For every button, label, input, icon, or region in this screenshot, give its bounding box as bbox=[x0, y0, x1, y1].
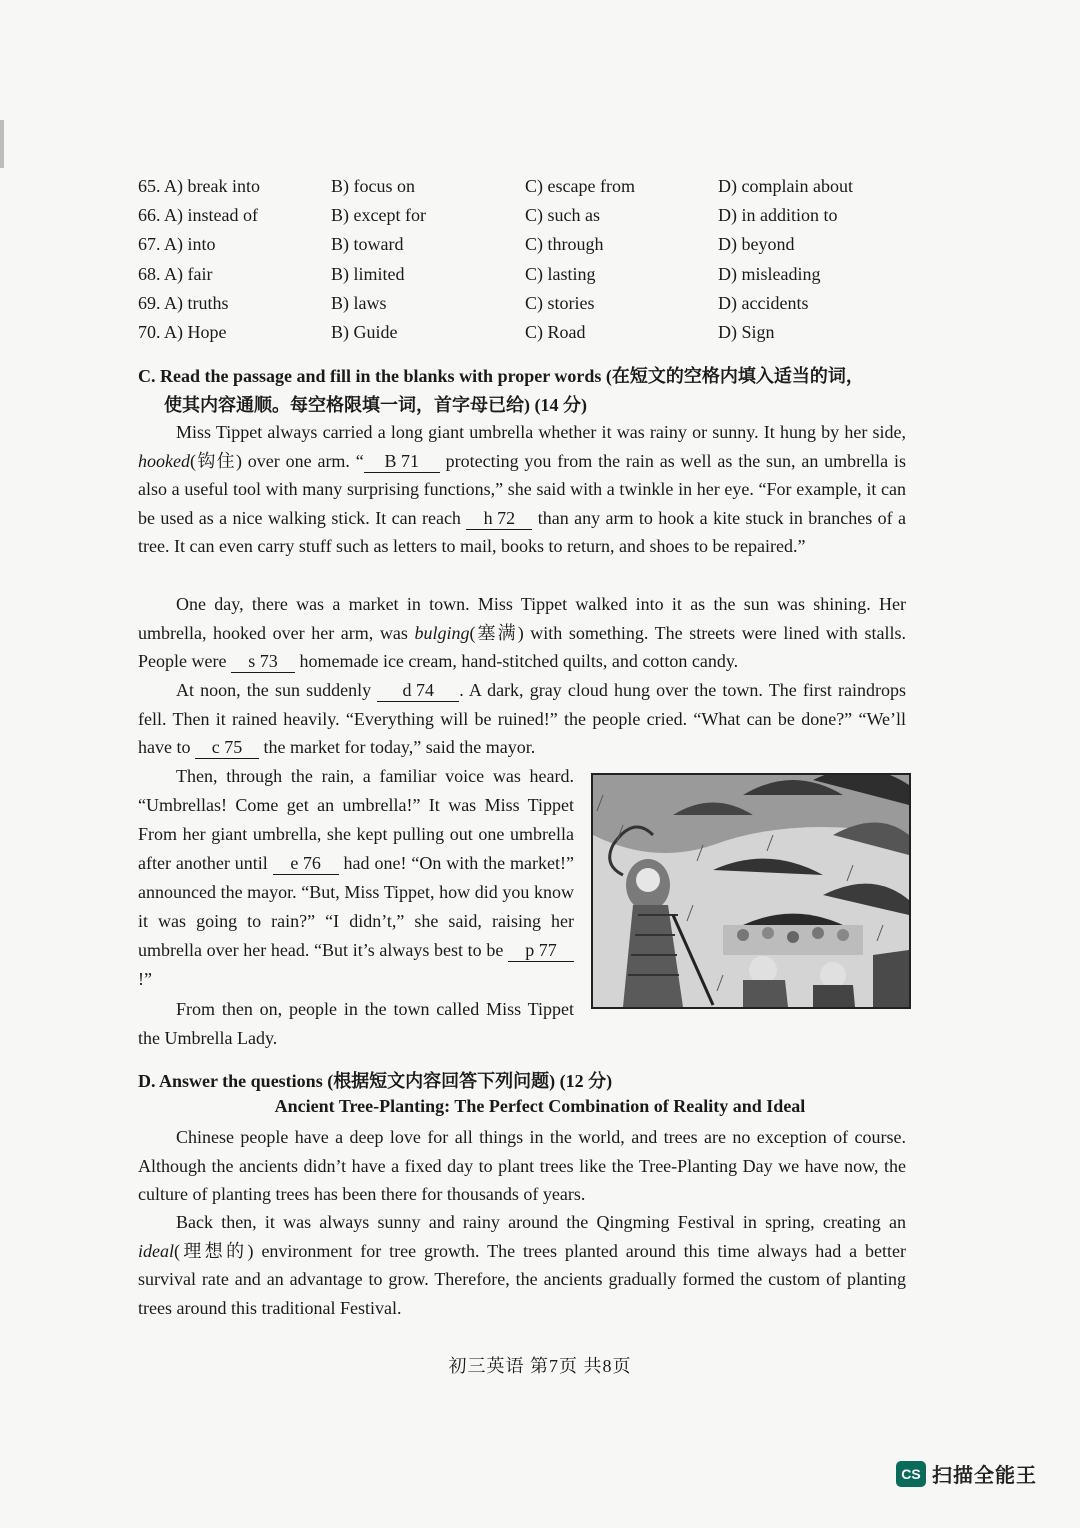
option-a: 66. A) instead of bbox=[138, 205, 258, 226]
section-c-title: C. Read the passage and fill in the blanks with proper words (在短文的空格内填入适当的词， bbox=[138, 366, 864, 386]
option-row-66 bbox=[138, 201, 938, 230]
blank-76[interactable]: e 76 bbox=[273, 852, 339, 875]
option-row-68 bbox=[138, 260, 938, 289]
option-c: C) Road bbox=[525, 322, 586, 343]
option-row-65 bbox=[138, 172, 938, 201]
blank-72[interactable]: h 72 bbox=[466, 507, 532, 530]
option-c: C) stories bbox=[525, 292, 595, 313]
camscanner-logo-icon: CS bbox=[896, 1461, 926, 1487]
option-a: 70. A) Hope bbox=[138, 322, 227, 343]
passage-c-paragraph-2: One day, there was a market in town. Miss Tippet walked into it as the sun was shining. Her umbrella, hooked over her arm, was bulging(塞满) with something. The streets were lined with stalls. People were s 73 homemade ice cream, hand-stitched quilts, and cotton candy. bbox=[138, 594, 906, 672]
passage-c-paragraph-3: At noon, the sun suddenly d 74 . A dark, gray cloud hung over the town. The first raindrops fell. Then it rained heavily. “Everything will be ruined!” the people cried. “What can be done?” “We’ll have to c 75 the market for today,” said the mayor. bbox=[138, 680, 906, 758]
passage-c-paragraph-4: Then, through the rain, a familiar voice was heard. “Umbrellas! Come get an umbrella!” It was Miss Tippet From her giant umbrella, she kept pulling out one umbrella after another until e 76 had one! “On with the market!” announced the mayor. “But, Miss Tippet, how did you know it was going to rain?” “I didn’t,” she said, raising her umbrella over her head. “But it’s always best to be p 77!” bbox=[138, 766, 574, 989]
option-c: C) such as bbox=[525, 205, 600, 226]
blank-75[interactable]: c 75 bbox=[195, 736, 259, 759]
passage-d-paragraph-1: Chinese people have a deep love for all things in the world, and trees are no exception of course. Although the ancients didn’t have a fixed day to plant trees like the Tree-Planting Day we have now, the culture of planting trees has been there for thousands of years. bbox=[138, 1127, 906, 1205]
option-d: D) beyond bbox=[718, 234, 795, 255]
option-d: D) complain about bbox=[718, 176, 853, 197]
option-c: C) through bbox=[525, 234, 604, 255]
scan-edge-mark bbox=[0, 120, 4, 168]
blank-71[interactable]: B 71 bbox=[364, 450, 440, 473]
option-a: 65. A) break into bbox=[138, 176, 260, 197]
option-a: 67. A) into bbox=[138, 234, 216, 255]
option-b: B) limited bbox=[331, 263, 405, 284]
passage-d-paragraph-2: Back then, it was always sunny and rainy around the Qingming Festival in spring, creating an ideal(理想的) environment for tree growth. The trees planted around this time always had a better survival rate and an advantage to grow. Therefore, the ancients gradually formed the custom of planting trees around this traditional Festival. bbox=[138, 1212, 906, 1318]
option-b: B) toward bbox=[331, 234, 404, 255]
option-d: D) accidents bbox=[718, 292, 809, 313]
passage-c-paragraph-1: Miss Tippet always carried a long giant umbrella whether it was rainy or sunny. It hung by her side, hooked(钩住) over one arm. “ B 71 protecting you from the rain as well as the sun, an umbrella is also a useful tool with many surprising functions,” she said with a twinkle in her eye. “For example, it can be used as a nice walking stick. It can reach h 72 than any arm to hook a kite stuck in branches of a tree. It can even carry stuff such as letters to mail, books to return, and shoes to be repaired.” bbox=[138, 422, 906, 557]
option-b: B) laws bbox=[331, 292, 387, 313]
option-d: D) Sign bbox=[718, 322, 775, 343]
option-d: D) in addition to bbox=[718, 205, 838, 226]
option-a: 69. A) truths bbox=[138, 292, 229, 313]
illustration-umbrella-lady bbox=[591, 773, 911, 1009]
option-b: B) except for bbox=[331, 205, 426, 226]
option-b: B) Guide bbox=[331, 322, 398, 343]
option-b: B) focus on bbox=[331, 176, 415, 197]
blank-77[interactable]: p 77 bbox=[508, 939, 574, 962]
option-row-67 bbox=[138, 230, 938, 259]
options-table bbox=[138, 172, 938, 347]
scanner-app-name: 扫描全能王 bbox=[932, 1463, 1037, 1487]
passage-c-paragraph-5: From then on, people in the town called Miss Tippet the Umbrella Lady. bbox=[138, 999, 574, 1048]
blank-73[interactable]: s 73 bbox=[231, 650, 295, 673]
section-d-title: D. Answer the questions (根据短文内容回答下列问题) (12 分) bbox=[138, 1071, 613, 1091]
option-row-69 bbox=[138, 289, 938, 318]
illustration-drawing bbox=[593, 775, 909, 1007]
blank-74[interactable]: d 74 bbox=[377, 679, 459, 702]
scanner-watermark bbox=[896, 1459, 1037, 1488]
page-footer: 初三英语 第7页 共8页 bbox=[448, 1356, 632, 1376]
article-title: Ancient Tree-Planting: The Perfect Combination of Reality and Ideal bbox=[274, 1096, 806, 1116]
option-c: C) escape from bbox=[525, 176, 635, 197]
option-d: D) misleading bbox=[718, 263, 821, 284]
option-c: C) lasting bbox=[525, 263, 596, 284]
option-a: 68. A) fair bbox=[138, 263, 213, 284]
option-row-70 bbox=[138, 318, 938, 347]
section-c-title-cont: 使其内容通顺。每空格限填一词，首字母已给) (14 分) bbox=[164, 395, 587, 415]
